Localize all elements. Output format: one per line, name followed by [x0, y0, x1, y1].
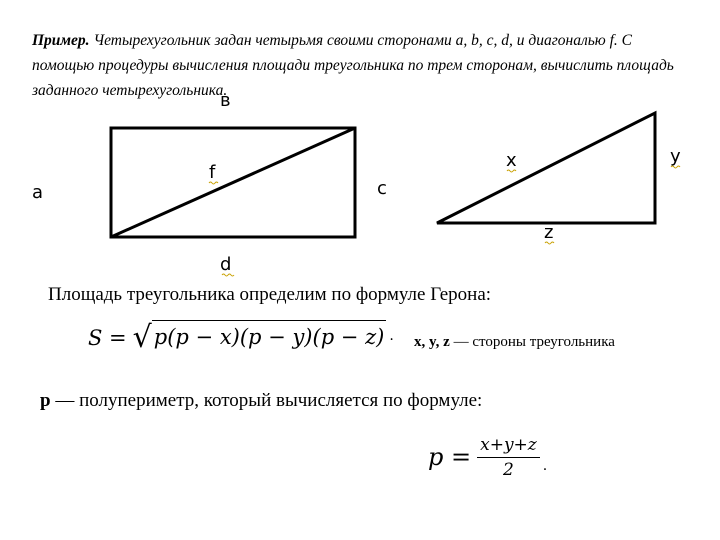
- label-diagonal-f: f: [209, 162, 216, 183]
- formula-p-dot: .: [542, 458, 548, 474]
- square-root: [133, 320, 387, 356]
- triangle: [437, 113, 655, 223]
- heron-formula: [88, 318, 394, 358]
- note-text: — стороны треугольника: [449, 334, 615, 350]
- fraction-denominator: 2: [503, 459, 514, 480]
- task-text: Четырехугольник задан четырьмя своими сторонами a, b, c, d, и диагональю f. С помощью процедуры вычисления площади треугольника по трем сторонам, вычислить площадь заданного четырехугольника.: [32, 31, 674, 99]
- label-side-d: d: [220, 254, 232, 275]
- p-text: — полупериметр, который вычисляется по формуле:: [50, 390, 483, 411]
- formula-s-radicand: p(p − x)(p − y)(p − z): [152, 320, 387, 356]
- quad-diagonal: [111, 128, 355, 237]
- formula-s-lhs: S =: [88, 326, 127, 350]
- label-side-z: z: [544, 222, 554, 243]
- semiperimeter-formula: [428, 426, 547, 488]
- label-side-x: x: [506, 150, 517, 171]
- spellcheck-underline-d: [222, 274, 234, 276]
- label-side-c: c: [377, 178, 387, 199]
- fraction-numerator: x+y+z: [477, 435, 540, 458]
- label-side-b: в: [220, 90, 231, 111]
- label-side-a: а: [32, 182, 44, 203]
- heron-text: Площадь треугольника определим по формуле Герона:: [48, 284, 492, 305]
- note-vars: x, y, z: [414, 334, 450, 350]
- fraction: [477, 435, 540, 480]
- sides-note: [414, 334, 615, 351]
- label-side-y: y: [670, 146, 681, 167]
- formula-s-dot: .: [389, 328, 394, 344]
- semiperimeter-text: [40, 390, 482, 412]
- formula-p-lhs: p =: [428, 443, 472, 471]
- radical-sign-icon: √: [132, 320, 152, 355]
- task-label: Пример.: [32, 31, 90, 49]
- p-var: p: [40, 390, 51, 411]
